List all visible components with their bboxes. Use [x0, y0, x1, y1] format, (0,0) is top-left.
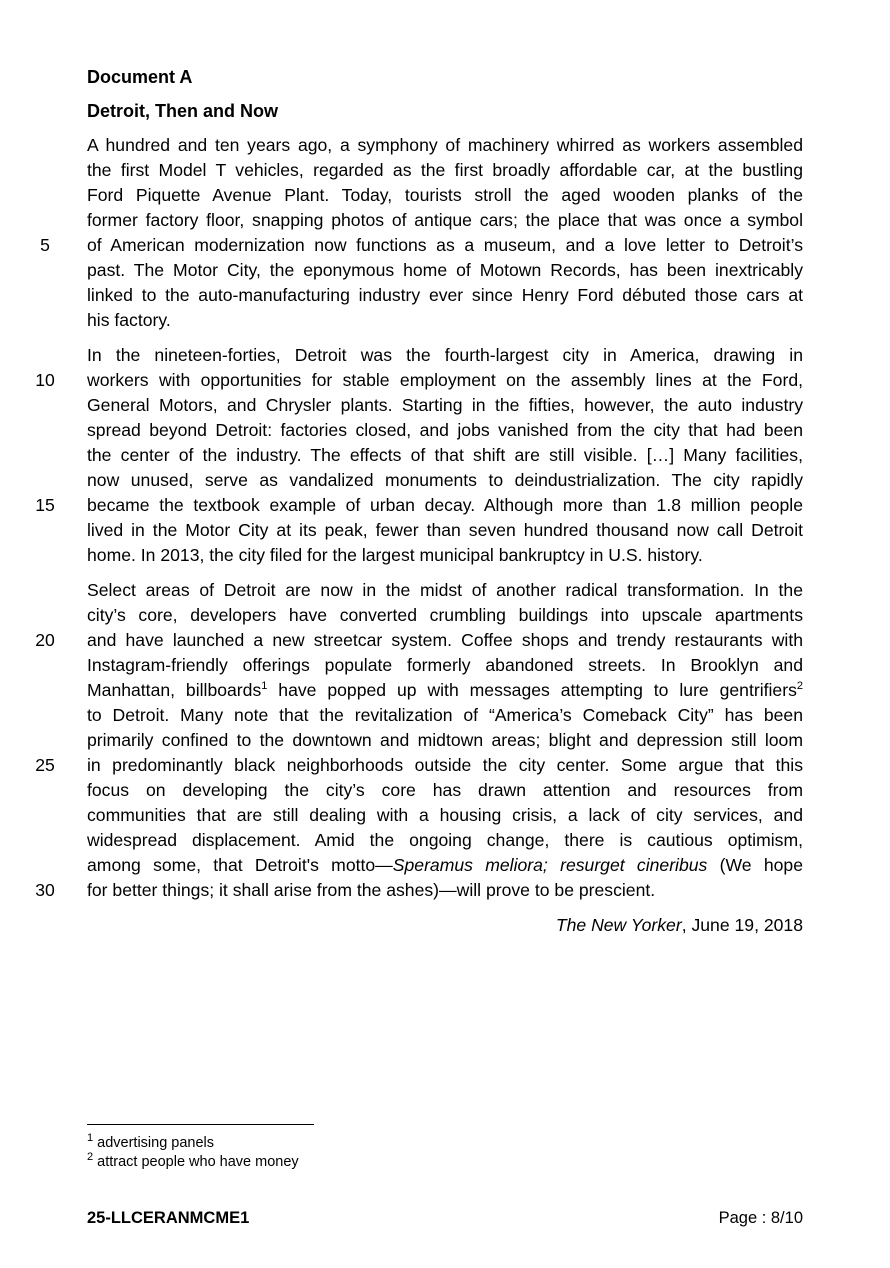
- footnote-text: attract people who have money: [93, 1154, 299, 1170]
- source-citation: [87, 913, 803, 938]
- text-line: widespread displacement. Amid the ongoing change, there is cautious optimism,: [87, 830, 803, 850]
- text-line-motto: [87, 853, 803, 878]
- text-line: now unused, serve as vandalized monuments to deindustrialization. The city rapidly: [87, 470, 803, 490]
- text-line: and have launched a new streetcar system. Coffee shops and trendy restaurants with: [87, 630, 803, 650]
- exam-code: 25-LLCERANMCME1: [87, 1209, 250, 1227]
- text-line: Select areas of Detroit are now in the midst of another radical transformation. In the: [87, 580, 803, 600]
- source-date: , June 19, 2018: [681, 915, 803, 935]
- source-publication: The New Yorker: [555, 915, 682, 935]
- text-line: former factory floor, snapping photos of antique cars; the place that was once a symbol: [87, 210, 803, 230]
- document-title: Detroit, Then and Now: [87, 101, 278, 121]
- page-number: Page : 8/10: [718, 1209, 803, 1227]
- text-line: General Motors, and Chrysler plants. Starting in the fifties, however, the auto industry: [87, 395, 803, 415]
- footnote: [87, 1134, 214, 1153]
- text-segment: (We hope: [707, 855, 803, 875]
- text-line: workers with opportunities for stable employment on the assembly lines at the Ford,: [87, 370, 803, 390]
- text-line: to Detroit. Many note that the revitalization of “America’s Comeback City” has been: [87, 705, 803, 725]
- text-line: linked to the auto-manufacturing industry ever since Henry Ford débuted those cars at: [87, 285, 803, 305]
- footnote-ref: 1: [261, 680, 268, 693]
- line-number: 25: [35, 755, 55, 775]
- text-line: home. In 2013, the city filed for the largest municipal bankruptcy in U.S. history.: [87, 545, 703, 565]
- line-number: 30: [35, 880, 55, 900]
- text-line: the first Model T vehicles, regarded as the first broadly affordable car, at the bustling: [87, 160, 803, 180]
- text-segment: among some, that Detroit's motto—: [87, 855, 393, 875]
- text-line: spread beyond Detroit: factories closed, and jobs vanished from the city that had been: [87, 420, 803, 440]
- text-line: communities that are still dealing with a housing crisis, a lack of city services, and: [87, 805, 803, 825]
- text-segment: have popped up with messages attempting to lure gentrifiers: [267, 680, 797, 700]
- line-number: 15: [35, 495, 55, 515]
- text-line: became the textbook example of urban decay. Although more than 1.8 million people: [87, 495, 803, 515]
- text-line: of American modernization now functions as a museum, and a love letter to Detroit’s: [87, 235, 803, 255]
- text-line: in predominantly black neighborhoods outside the city center. Some argue that this: [87, 755, 803, 775]
- footnote-divider: [87, 1124, 314, 1125]
- text-line: primarily confined to the downtown and midtown areas; blight and depression still loom: [87, 730, 803, 750]
- text-line: In the nineteen-forties, Detroit was the fourth-largest city in America, drawing in: [87, 345, 803, 365]
- text-line: Ford Piquette Avenue Plant. Today, tourists stroll the aged wooden planks of the: [87, 185, 803, 205]
- footnote-text: advertising panels: [93, 1135, 215, 1151]
- text-line: lived in the Motor City at its peak, fewer than seven hundred thousand now call Detroit: [87, 520, 803, 540]
- line-number: 5: [40, 235, 50, 255]
- text-line: his factory.: [87, 310, 171, 330]
- line-number: 20: [35, 630, 55, 650]
- text-line: focus on developing the city’s core has drawn attention and resources from: [87, 780, 803, 800]
- text-segment: Manhattan, billboards: [87, 680, 262, 700]
- footnote: [87, 1153, 299, 1172]
- text-line: A hundred and ten years ago, a symphony of machinery whirred as workers assembled: [87, 135, 803, 155]
- document-label: Document A: [87, 67, 193, 87]
- text-line: city’s core, developers have converted crumbling buildings into upscale apartments: [87, 605, 803, 625]
- motto-latin: Speramus meliora; resurget cineribus: [392, 855, 708, 875]
- text-line: past. The Motor City, the eponymous home of Motown Records, has been inextricably: [87, 260, 803, 280]
- footnote-ref: 2: [796, 680, 803, 693]
- text-line: Instagram-friendly offerings populate formerly abandoned streets. In Brooklyn and: [87, 655, 803, 675]
- text-line: for better things; it shall arise from the ashes)—will prove to be prescient.: [87, 880, 656, 900]
- text-line: the center of the industry. The effects of that shift are still visible. […] Many facilities,: [87, 445, 803, 465]
- text-line-manhattan: [87, 678, 803, 703]
- footnote-mark: 2: [87, 1151, 94, 1164]
- footnote-mark: 1: [87, 1132, 94, 1145]
- line-number: 10: [35, 370, 55, 390]
